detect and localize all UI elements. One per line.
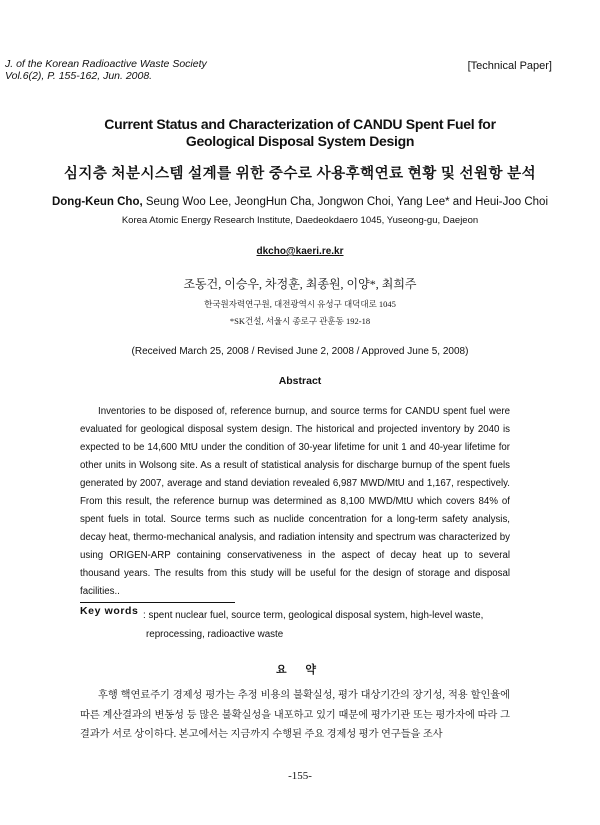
affiliation: Korea Atomic Energy Research Institute, Daedeokdaero 1045, Yuseong-gu, Daejeon (121, 215, 479, 226)
title-line-1: Current Status and Characterization of CANDU Spent Fuel for (104, 116, 496, 132)
page-number: -155- (288, 770, 312, 782)
paper-type-label: [Technical Paper] (467, 60, 552, 72)
korean-title: 심지층 처분시스템 설계를 위한 중수로 사용후핵연료 현황 및 선원항 분석 (63, 166, 537, 182)
co-authors: Seung Woo Lee, JeongHun Cha, Jongwon Choi, Yang Lee* and Heui-Joo Choi (142, 196, 549, 208)
korean-abstract-paragraph: 후행 핵연료주기 경제성 평가는 추정 비용의 불확실성, 평가 대상기간의 장기성, 적용 할인율에 따른 계산결과의 변동성 등 많은 불확실성을 내포하고 있기 때문에 평가기관 또는 평가자에 따라 그 결과가 서로 상이하다. 본고에서는 지금까지 수행된 주요 경제성 평가 연구들을 조사 (80, 690, 510, 740)
journal-name: J. of the Korean Radioactive Waste Society (5, 58, 207, 70)
title-line-2: Geological Disposal System Design (185, 133, 415, 149)
lead-author: Dong-Keun Cho, (51, 196, 143, 208)
korean-abstract-body (80, 686, 510, 745)
korean-abstract-heading: 요 약 (275, 664, 324, 676)
korean-affiliation-1: 한국원자력연구원, 대전광역시 유성구 대덕대로 1045 (204, 299, 396, 309)
paper-title (60, 116, 540, 150)
abstract-body (80, 403, 510, 601)
abstract-heading: Abstract (278, 375, 322, 387)
korean-affiliation-2: *SK건설, 서울시 종로구 관훈동 192-18 (229, 316, 371, 326)
journal-volume: Vol.6(2), P. 155-162, Jun. 2008. (5, 70, 153, 82)
korean-author-list: 조동건, 이승우, 차정훈, 최종원, 이양*, 최희주 (183, 277, 417, 291)
journal-citation (5, 58, 207, 82)
abstract-paragraph: Inventories to be disposed of, reference burnup, and source terms for CANDU spent fuel were evaluated for geological disposal system design. The historical and projected inventory by 2040 is expected to be 14,600 MtU under the condition of 30-year lifetime for unit 1 and 40-year lifetime for other units in Wolsong site. As a result of statistical analysis for discharge burnup of the spent fuels generated by 2007, average and stand deviation revealed 6,987 MWD/MtU and 1,167, respectively. From this result, the reference burnup was determined as 8,100 MWD/MtU which covers 84% of spent fuels in total. Source terms such as nuclide concentration for a long-term safety analysis, decay heat, thermo-mechanical analysis, and radiation intensity and spectrum was characterized by using ORIGEN-ARP containing conservativeness in the aspect of decay heat up to several thousand years. The results from this study will be useful for the design of storage and disposal facilities.. (80, 406, 510, 597)
received-dates: (Received March 25, 2008 / Revised June 2, 2008 / Approved June 5, 2008) (131, 346, 469, 357)
author-email-link[interactable]: dkcho@kaeri.re.kr (256, 246, 344, 257)
keywords-line-1: : spent nuclear fuel, source term, geological disposal system, high-level waste, (143, 610, 484, 621)
keywords-text (143, 606, 513, 644)
keywords-label: Key words (80, 605, 139, 617)
keywords-divider (80, 602, 235, 603)
author-list (40, 196, 560, 208)
keywords-line-2: reprocessing, radioactive waste (146, 629, 284, 640)
korean-affiliation (40, 296, 560, 330)
